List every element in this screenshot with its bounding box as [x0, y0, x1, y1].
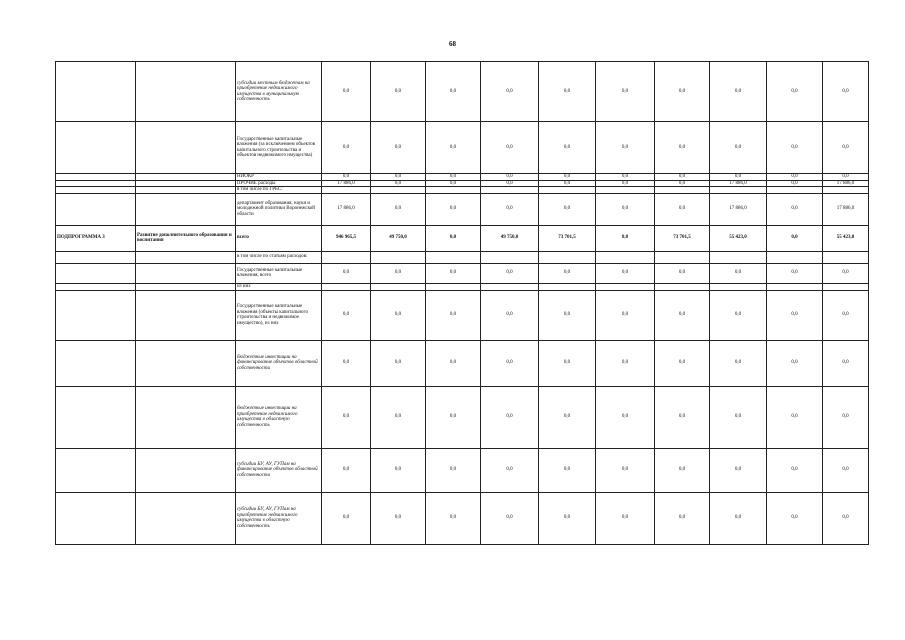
table-row: [56, 62, 869, 122]
empty-cell: [56, 62, 136, 122]
value-cell: 0,0: [823, 386, 869, 448]
row-label: субсидии БУ, АУ, ГУПам на финансирование объектов областной собственности: [236, 448, 322, 492]
value-cell: 49 750,0: [481, 225, 539, 251]
value-cell: [823, 283, 869, 290]
value-cell: 0,0: [539, 193, 596, 225]
value-cell: 0,0: [655, 448, 710, 492]
value-cell: 0,0: [371, 174, 426, 181]
value-cell: 0,0: [481, 340, 539, 386]
value-cell: 0,0: [596, 290, 655, 340]
value-cell: 17 886,0: [823, 193, 869, 225]
table-row: [56, 283, 869, 290]
row-label: субсидии местным бюджетам на приобретение недвижимого имущества в муниципальную собственность: [236, 62, 322, 122]
value-cell: 0,0: [655, 193, 710, 225]
row-label: Государственные капитальные вложения (объекты капитального строительства и недвижимое имущество), из них: [236, 290, 322, 340]
value-cell: 0,0: [596, 193, 655, 225]
value-cell: 0,0: [710, 62, 767, 122]
value-cell: [767, 251, 823, 263]
row-label: НИОКР: [236, 174, 322, 181]
value-cell: 0,0: [823, 62, 869, 122]
value-cell: 73 701,5: [655, 225, 710, 251]
table-row: [56, 225, 869, 251]
value-cell: 0,0: [426, 122, 481, 174]
value-cell: 0,0: [655, 386, 710, 448]
value-cell: 0,0: [481, 174, 539, 181]
empty-cell: [136, 263, 236, 283]
value-cell: 73 701,5: [539, 225, 596, 251]
value-cell: 0,0: [655, 340, 710, 386]
value-cell: 0,0: [371, 193, 426, 225]
table-row: [56, 263, 869, 283]
value-cell: 0,0: [539, 263, 596, 283]
value-cell: 0,0: [539, 290, 596, 340]
value-cell: 17 886,0: [710, 180, 767, 187]
empty-cell: [136, 62, 236, 122]
value-cell: 0,0: [371, 448, 426, 492]
empty-cell: [56, 263, 136, 283]
value-cell: 0,0: [767, 174, 823, 181]
value-cell: 0,0: [655, 263, 710, 283]
value-cell: 0,0: [767, 263, 823, 283]
value-cell: 0,0: [539, 180, 596, 187]
value-cell: [710, 251, 767, 263]
empty-cell: [56, 251, 136, 263]
value-cell: [596, 251, 655, 263]
row-label: Государственные капитальные вложения (за исключением объектов капитального строительства и объектов недвижимого имущества): [236, 122, 322, 174]
empty-cell: [56, 386, 136, 448]
row-label: ПРОЧИЕ расходы: [236, 180, 322, 187]
table-row: [56, 448, 869, 492]
value-cell: [710, 283, 767, 290]
value-cell: 0,0: [481, 263, 539, 283]
value-cell: 0,0: [539, 492, 596, 544]
empty-cell: [56, 290, 136, 340]
value-cell: 49 750,0: [371, 225, 426, 251]
empty-cell: [56, 122, 136, 174]
value-cell: 55 423,0: [710, 225, 767, 251]
value-cell: 0,0: [426, 62, 481, 122]
value-cell: 0,0: [596, 263, 655, 283]
empty-cell: [56, 193, 136, 225]
program-code: ПОДПРОГРАММА 3: [56, 225, 136, 251]
value-cell: 0,0: [767, 448, 823, 492]
value-cell: 0,0: [371, 180, 426, 187]
value-cell: 0,0: [767, 225, 823, 251]
value-cell: 0,0: [322, 340, 371, 386]
value-cell: 0,0: [596, 340, 655, 386]
value-cell: 0,0: [539, 174, 596, 181]
row-label: департамент образования, науки и молодежной политики Воронежской области: [236, 193, 322, 225]
value-cell: 0,0: [596, 386, 655, 448]
empty-cell: [136, 193, 236, 225]
value-cell: 0,0: [322, 122, 371, 174]
value-cell: [767, 283, 823, 290]
value-cell: 0,0: [655, 62, 710, 122]
value-cell: 0,0: [322, 174, 371, 181]
empty-cell: [136, 448, 236, 492]
value-cell: 0,0: [426, 290, 481, 340]
value-cell: 0,0: [710, 340, 767, 386]
value-cell: 0,0: [481, 122, 539, 174]
value-cell: [596, 283, 655, 290]
value-cell: 0,0: [426, 263, 481, 283]
table-row: [56, 193, 869, 225]
program-name: Развитие дополнительного образования и воспитания: [136, 225, 236, 251]
value-cell: 0,0: [426, 174, 481, 181]
value-cell: 0,0: [481, 62, 539, 122]
value-cell: 0,0: [426, 340, 481, 386]
value-cell: 0,0: [426, 180, 481, 187]
value-cell: 0,0: [371, 492, 426, 544]
empty-cell: [136, 283, 236, 290]
value-cell: 0,0: [371, 263, 426, 283]
value-cell: 0,0: [371, 122, 426, 174]
value-cell: 0,0: [596, 62, 655, 122]
value-cell: 0,0: [655, 174, 710, 181]
value-cell: 0,0: [426, 448, 481, 492]
value-cell: [426, 283, 481, 290]
value-cell: 0,0: [426, 492, 481, 544]
value-cell: 0,0: [481, 492, 539, 544]
row-label: в том числе по статьям расходов:: [236, 251, 322, 263]
table-row: [56, 386, 869, 448]
value-cell: 0,0: [710, 122, 767, 174]
table-row: [56, 251, 869, 263]
value-cell: [539, 251, 596, 263]
row-label: Государственные капитальные вложения, всего: [236, 263, 322, 283]
value-cell: 0,0: [539, 122, 596, 174]
value-cell: 0,0: [767, 122, 823, 174]
value-cell: 0,0: [823, 492, 869, 544]
value-cell: 17 886,0: [322, 180, 371, 187]
value-cell: 0,0: [481, 290, 539, 340]
value-cell: 17 886,0: [823, 180, 869, 187]
value-cell: 0,0: [655, 122, 710, 174]
value-cell: 0,0: [767, 193, 823, 225]
empty-cell: [56, 448, 136, 492]
value-cell: 0,0: [710, 263, 767, 283]
value-cell: 17 886,0: [710, 193, 767, 225]
value-cell: 0,0: [767, 62, 823, 122]
value-cell: 0,0: [596, 448, 655, 492]
value-cell: 0,0: [371, 340, 426, 386]
value-cell: 0,0: [481, 448, 539, 492]
value-cell: 0,0: [371, 62, 426, 122]
value-cell: 0,0: [322, 448, 371, 492]
value-cell: 0,0: [481, 386, 539, 448]
value-cell: 0,0: [426, 386, 481, 448]
value-cell: 0,0: [823, 340, 869, 386]
row-label: всего: [236, 225, 322, 251]
value-cell: [655, 283, 710, 290]
table-row: [56, 492, 869, 544]
value-cell: 0,0: [539, 448, 596, 492]
row-label: бюджетные инвестиции на приобретение недвижимого имущества в областную собственность: [236, 386, 322, 448]
value-cell: 0,0: [596, 174, 655, 181]
value-cell: [322, 283, 371, 290]
value-cell: 0,0: [823, 174, 869, 181]
row-label: из них: [236, 283, 322, 290]
value-cell: 0,0: [371, 290, 426, 340]
value-cell: 0,0: [322, 386, 371, 448]
value-cell: [371, 283, 426, 290]
value-cell: 0,0: [596, 225, 655, 251]
value-cell: [322, 251, 371, 263]
value-cell: 0,0: [823, 290, 869, 340]
budget-table: [55, 61, 869, 545]
value-cell: 0,0: [371, 386, 426, 448]
empty-cell: [136, 290, 236, 340]
empty-cell: [56, 283, 136, 290]
value-cell: [371, 251, 426, 263]
value-cell: 0,0: [823, 122, 869, 174]
value-cell: 0,0: [823, 263, 869, 283]
value-cell: 0,0: [322, 263, 371, 283]
value-cell: 0,0: [596, 492, 655, 544]
value-cell: 0,0: [539, 386, 596, 448]
value-cell: 0,0: [710, 386, 767, 448]
value-cell: 0,0: [539, 62, 596, 122]
empty-cell: [56, 340, 136, 386]
value-cell: [539, 283, 596, 290]
row-label: субсидии БУ, АУ, ГУПам на приобретение недвижимого имущества в областную собственность: [236, 492, 322, 544]
value-cell: 0,0: [655, 492, 710, 544]
value-cell: 0,0: [767, 386, 823, 448]
value-cell: 55 423,0: [823, 225, 869, 251]
value-cell: 0,0: [539, 340, 596, 386]
value-cell: 0,0: [596, 122, 655, 174]
value-cell: 0,0: [767, 340, 823, 386]
value-cell: 0,0: [710, 492, 767, 544]
value-cell: 0,0: [767, 492, 823, 544]
empty-cell: [136, 122, 236, 174]
value-cell: 0,0: [322, 492, 371, 544]
row-label: в том числе по ГРБС:: [236, 187, 322, 194]
value-cell: 0,0: [710, 448, 767, 492]
empty-cell: [136, 340, 236, 386]
value-cell: 0,0: [481, 193, 539, 225]
value-cell: 17 886,0: [322, 193, 371, 225]
table-row: [56, 340, 869, 386]
page-number: 68: [449, 40, 456, 48]
table-row: [56, 290, 869, 340]
value-cell: 0,0: [710, 290, 767, 340]
empty-cell: [136, 386, 236, 448]
value-cell: 0,0: [655, 290, 710, 340]
empty-cell: [56, 492, 136, 544]
table-row: [56, 122, 869, 174]
empty-cell: [136, 492, 236, 544]
value-cell: [655, 251, 710, 263]
value-cell: 0,0: [322, 62, 371, 122]
value-cell: [823, 251, 869, 263]
value-cell: [426, 251, 481, 263]
value-cell: [481, 251, 539, 263]
value-cell: 0,0: [823, 448, 869, 492]
empty-cell: [136, 251, 236, 263]
row-label: бюджетные инвестиции на финансирование объектов областной собственности: [236, 340, 322, 386]
value-cell: [481, 283, 539, 290]
value-cell: 946 965,5: [322, 225, 371, 251]
value-cell: 0,0: [322, 290, 371, 340]
value-cell: 0,0: [481, 180, 539, 187]
value-cell: 0,0: [655, 180, 710, 187]
value-cell: 0,0: [767, 290, 823, 340]
value-cell: 0,0: [767, 180, 823, 187]
value-cell: 0,0: [710, 174, 767, 181]
value-cell: 0,0: [426, 193, 481, 225]
value-cell: 0,0: [426, 225, 481, 251]
value-cell: 0,0: [596, 180, 655, 187]
